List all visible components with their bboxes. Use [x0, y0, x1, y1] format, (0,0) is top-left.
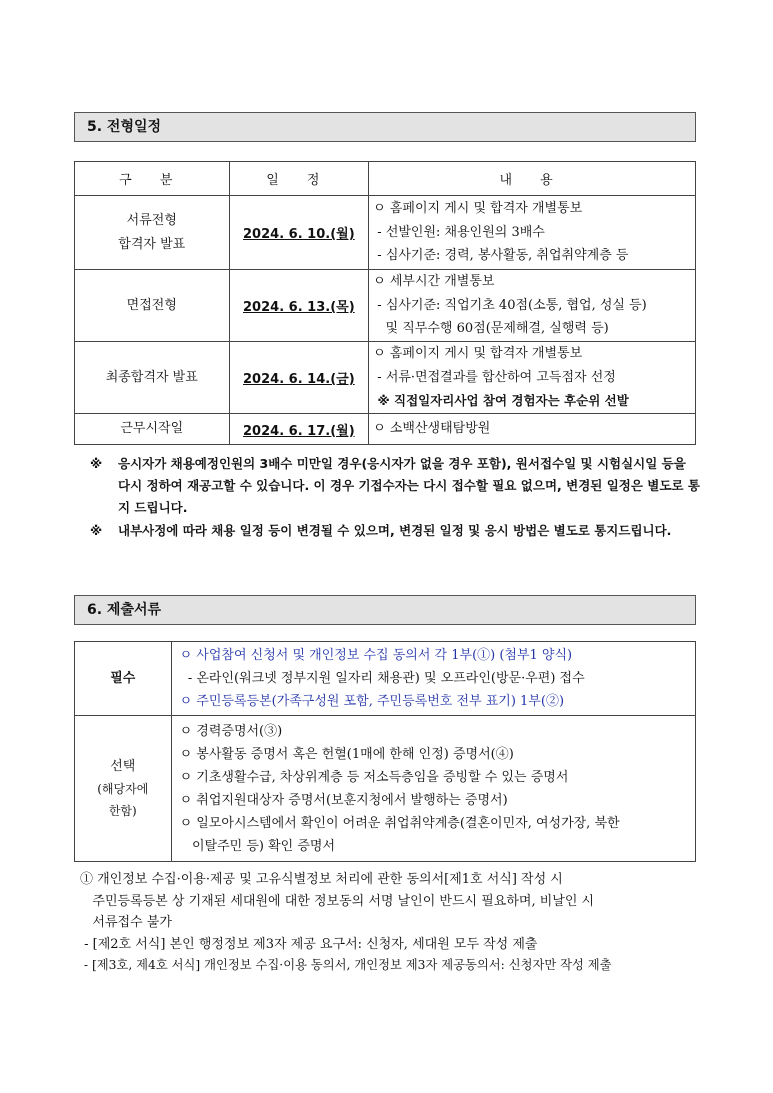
- row-date: 2024. 6. 13.(목): [229, 270, 369, 342]
- row-date: 2024. 6. 14.(금): [229, 342, 369, 414]
- footnote-line: 주민등록등본 상 기재된 세대원에 대한 정보동의 서명 날인이 반드시 필요하며, 비날인 시: [80, 893, 595, 909]
- optional-items: [171, 716, 695, 862]
- footnote-line: - [제3호, 제4호 서식] 개인정보 수집·이용 동의서, 개인정보 제3자 제공동의서: 신청자만 작성 제출: [80, 958, 612, 972]
- note-text: 내부사정에 따라 채용 일정 등이 변경될 수 있으며, 변경된 일정 및 응시 방법은 별도로 통지드립니다.: [118, 523, 672, 538]
- list-item: ㅇ 주민등록등본(가족구성원 포함, 주민등록번호 전부 표기) 1부(②): [179, 694, 565, 709]
- schedule-header-row: [75, 162, 696, 196]
- required-row: [75, 642, 696, 716]
- row-content: ㅇ 세부시간 개별통보 - 심사기준: 직업기초 40점(소통, 협업, 성실 등) 및 직무수행 60점(문제해결, 실행력 등): [369, 270, 696, 342]
- note-text: 응시자가 채용예정인원의 3배수 미만일 경우(응시자가 없을 경우 포함), 원서접수일 및 시험실시일 등을 다시 정하여 재공고할 수 있습니다. 이 경우 기접수자는 다시 접수할 필요 없으며, 변경된 일정은 별도로 통지 드립니다.: [118, 456, 700, 515]
- required-items: [171, 642, 695, 716]
- row-name: 서류전형 합격자 발표: [75, 196, 230, 270]
- list-item: - 온라인(워크넷 정부지원 일자리 채용관) 및 오프라인(방문·우편) 접수: [179, 671, 585, 686]
- header-content: 내 용: [369, 162, 696, 196]
- footnote-line: - [제2호 서식] 본인 행정정보 제3자 제공 요구서: 신청자, 세대원 모두 작성 제출: [80, 936, 538, 952]
- schedule-row: [75, 270, 696, 342]
- footnote-line: 서류접수 불가: [80, 915, 172, 930]
- optional-label: 선택 (해당자에 한함): [75, 716, 172, 862]
- header-category: 구 분: [75, 162, 230, 196]
- row-name: 근무시작일: [75, 414, 230, 445]
- row-content: ㅇ 홈페이지 게시 및 합격자 개별통보 - 서류·면접결과를 합산하여 고득점자 선정 ※ 직접일자리사업 참여 경험자는 후순위 선발: [369, 342, 696, 414]
- footnotes: [80, 869, 700, 977]
- list-item: ㅇ 봉사활동 증명서 혹은 헌혈(1매에 한해 인정) 증명서(④): [179, 746, 514, 762]
- schedule-row: [75, 196, 696, 270]
- note-1: [90, 453, 700, 519]
- schedule-table: [74, 161, 696, 445]
- row-content: ㅇ 소백산생태탐방원: [369, 414, 696, 445]
- optional-row: [75, 716, 696, 862]
- header-date: 일 정: [229, 162, 369, 196]
- list-item: 이탈주민 등) 확인 증명서: [179, 838, 336, 854]
- row-name: 최종합격자 발표: [75, 342, 230, 414]
- list-item: ㅇ 기초생활수급, 차상위계층 등 저소득층임을 증빙할 수 있는 증명서: [179, 769, 569, 785]
- list-item: ㅇ 취업지원대상자 증명서(보훈지청에서 발행하는 증명서): [179, 792, 508, 808]
- schedule-row: [75, 414, 696, 445]
- footnote-line: ① 개인정보 수집·이용·제공 및 고유식별정보 처리에 관한 동의서[제1호 서식] 작성 시: [80, 872, 563, 887]
- required-label: 필수: [75, 642, 172, 716]
- schedule-row: [75, 342, 696, 414]
- row-name: 면접전형: [75, 270, 230, 342]
- row-date: 2024. 6. 17.(월): [229, 414, 369, 445]
- list-item: ㅇ 경력증명서(③): [179, 723, 283, 739]
- row-content: ㅇ 홈페이지 게시 및 합격자 개별통보 - 선발인원: 채용인원의 3배수 - 심사기준: 경력, 봉사활동, 취업취약계층 등: [369, 196, 696, 270]
- row-date: 2024. 6. 10.(월): [229, 196, 369, 270]
- note-2: [90, 520, 700, 542]
- note-mark: ※: [90, 456, 103, 471]
- list-item: ㅇ 사업참여 신청서 및 개인정보 수집 동의서 각 1부(①) (첨부1 양식): [179, 648, 573, 663]
- documents-table: [74, 641, 696, 862]
- section-6-title: 6. 제출서류: [74, 595, 696, 625]
- note-mark: ※: [90, 523, 103, 538]
- list-item: ㅇ 일모아시스템에서 확인이 어려운 취업취약계층(결혼이민자, 여성가장, 북한: [179, 815, 620, 831]
- section-5-title: 5. 전형일정: [74, 112, 696, 142]
